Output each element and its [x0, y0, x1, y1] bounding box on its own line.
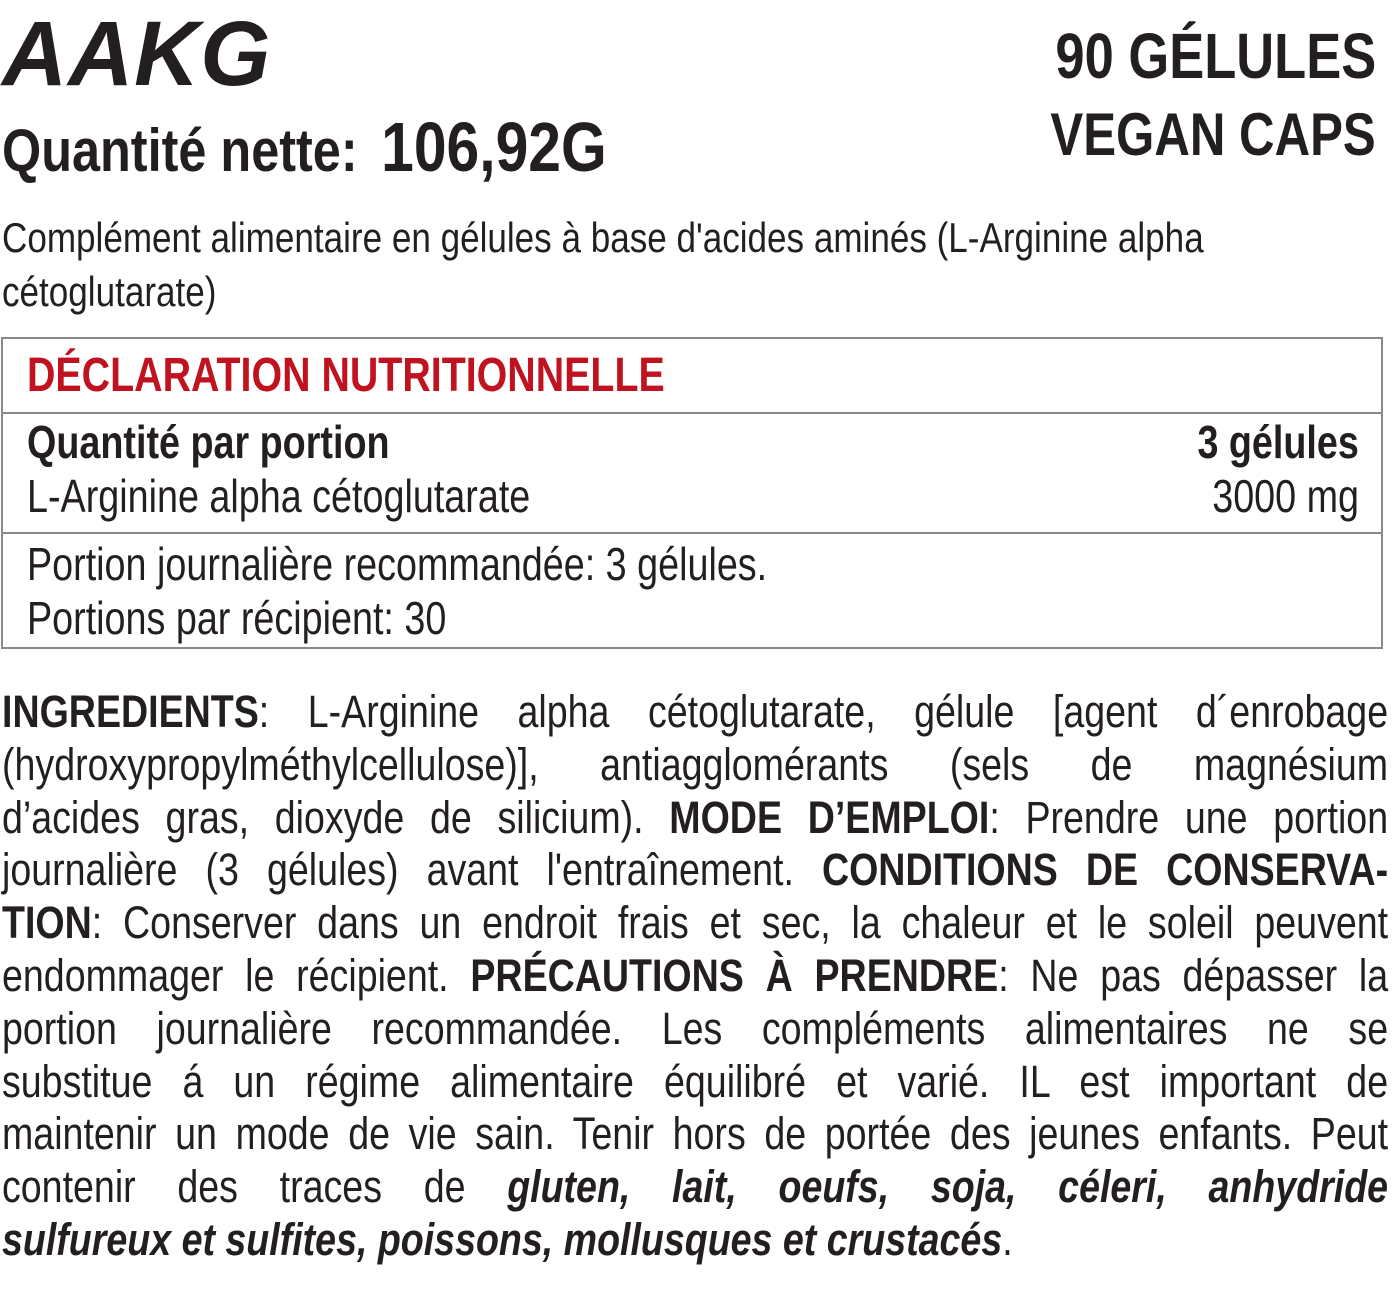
ingredients-text: d’acides gras, dioxyde de silicium).: [2, 791, 670, 843]
ingredients-text: (hydroxypropylméthylcellulose)], antiagglomérants (sels de magnésium: [2, 738, 1389, 790]
nutrition-table: [1, 337, 1383, 649]
precautions-text: : Ne pas dépasser la: [998, 949, 1389, 1001]
storage-label: CONDITIONS DE CONSERVA-: [821, 844, 1389, 896]
precautions-text: contenir des traces de: [2, 1161, 508, 1213]
storage-text: : Conserver dans un endroit frais et sec, la chaleur et le soleil peuvent: [91, 897, 1389, 949]
body-line: [2, 897, 1388, 950]
allergens-text: gluten, lait, oeufs, soja, céleri, anhydride: [507, 1161, 1389, 1213]
label-body-text: [2, 686, 1388, 1267]
product-name: AAKG: [2, 3, 272, 105]
net-quantity-value: 106,92G: [381, 108, 607, 186]
nutrition-title: DÉCLARATION NUTRITIONNELLE: [27, 349, 665, 402]
usage-text: : Prendre une portion: [989, 791, 1389, 843]
serving-info: [3, 534, 1381, 647]
capsule-count: 90 GÉLULES: [1055, 20, 1376, 92]
body-line: [2, 1108, 1388, 1161]
servings-per-container: Portions par récipient: 30: [27, 592, 447, 644]
body-line: [2, 844, 1388, 897]
ingredients-label: INGREDIENTS: [2, 686, 259, 737]
body-line: [2, 1161, 1388, 1214]
product-description: [2, 211, 1380, 319]
precautions-label: PRÉCAUTIONS À PRENDRE: [470, 949, 999, 1001]
usage-text: journalière (3 gélules) avant l'entraînement.: [2, 844, 822, 896]
description-line: Complément alimentaire en gélules à base d'acides aminés (L-Arginine alpha: [2, 214, 1204, 261]
precautions-text: substitue á un régime alimentaire équilibré et varié. IL est important de: [2, 1055, 1389, 1107]
usage-label: MODE D’EMPLOI: [669, 791, 990, 843]
nutrition-title-row: [3, 339, 1381, 414]
capsule-type: VEGAN CAPS: [1050, 101, 1376, 168]
body-line: [2, 792, 1388, 845]
daily-serving: Portion journalière recommandée: 3 gélules.: [27, 538, 768, 590]
precautions-text: portion journalière recommandée. Les compléments alimentaires ne se: [2, 1002, 1389, 1054]
body-line: [2, 686, 1388, 739]
serving-value: 3 gélules: [1197, 416, 1359, 468]
body-line: [2, 1003, 1388, 1056]
net-quantity: [2, 108, 607, 186]
body-line: [2, 1056, 1388, 1109]
body-line: [2, 950, 1388, 1003]
storage-text: endommager le récipient.: [2, 949, 471, 1001]
nutrition-rows: [3, 414, 1381, 534]
serving-label: Quantité par portion: [27, 416, 390, 468]
body-line: [2, 1214, 1388, 1267]
allergens-text: sulfureux et sulfites, poissons, mollusques et crustacés: [2, 1213, 1003, 1265]
ingredient-name: L-Arginine alpha cétoglutarate: [27, 470, 531, 522]
storage-label: TION: [2, 897, 92, 949]
ingredient-amount: 3000 mg: [1212, 470, 1359, 522]
net-quantity-label: Quantité nette:: [2, 117, 358, 184]
description-line: cétoglutarate): [2, 268, 217, 315]
final-period: .: [1002, 1213, 1013, 1265]
precautions-text: maintenir un mode de vie sain. Tenir hors de portée des jeunes enfants. Peut: [2, 1108, 1389, 1160]
body-line: [2, 739, 1388, 792]
ingredients-text: : L-Arginine alpha cétoglutarate, gélule [agent d´enrobage: [258, 686, 1389, 737]
